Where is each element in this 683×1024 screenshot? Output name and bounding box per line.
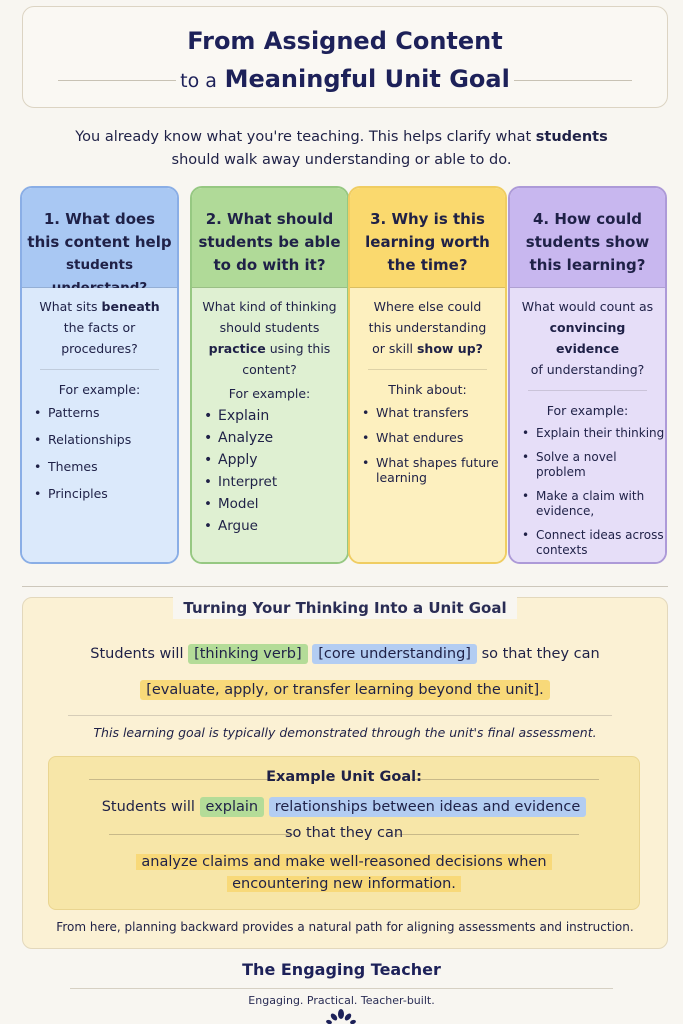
demonstration-note: This learning goal is typically demonstrated through the unit's final assessment. bbox=[93, 725, 597, 740]
column-heading bbox=[192, 188, 347, 288]
heading-line: 3. Why is this bbox=[370, 210, 485, 228]
column-understand bbox=[20, 186, 179, 564]
heading-line: this content help bbox=[27, 233, 172, 251]
example-goal-row bbox=[49, 799, 639, 815]
list-item: • Themes bbox=[34, 459, 177, 474]
goal-template-row bbox=[23, 682, 667, 698]
question-text: this understanding bbox=[368, 320, 487, 335]
brand-name: The Engaging Teacher bbox=[242, 960, 441, 979]
column-body bbox=[510, 288, 665, 562]
question-text: What sits bbox=[39, 299, 102, 314]
example-transfer bbox=[49, 851, 639, 895]
column-evidence bbox=[508, 186, 667, 564]
template-core-slot: [core understanding] bbox=[312, 644, 477, 664]
column-heading bbox=[22, 188, 177, 288]
question-text: using this bbox=[265, 341, 331, 356]
example-list bbox=[192, 409, 347, 534]
question-bold: convincing evidence bbox=[549, 320, 626, 356]
question-text: What would count as bbox=[521, 299, 654, 314]
question-text: Where else could bbox=[373, 299, 482, 314]
list-item: • Model bbox=[204, 497, 347, 512]
unit-goal-panel bbox=[22, 597, 668, 949]
example-goal-title: Example Unit Goal: bbox=[266, 769, 422, 785]
closing-note: From here, planning backward provides a natural path for aligning assessments and instruction. bbox=[56, 920, 634, 934]
column-question bbox=[350, 296, 505, 359]
column-body bbox=[192, 288, 347, 562]
example-list bbox=[22, 405, 177, 501]
column-worth bbox=[348, 186, 507, 564]
template-suffix: so that they can bbox=[481, 646, 600, 662]
list-item: • Patterns bbox=[34, 405, 177, 420]
title-box bbox=[22, 6, 668, 108]
list-item: • Apply bbox=[204, 453, 347, 468]
brand-tagline: Engaging. Practical. Teacher-built. bbox=[248, 994, 435, 1007]
example-label: For example: bbox=[228, 386, 311, 401]
intro-part1: You already know what you're teaching. This helps clarify what bbox=[75, 129, 532, 145]
list-item: • What endures bbox=[362, 430, 505, 445]
heading-line: to do with it? bbox=[213, 256, 326, 274]
heading-line: 2. What should bbox=[205, 210, 334, 228]
question-bold: show up? bbox=[416, 341, 483, 356]
example-transfer-line: encountering new information. bbox=[227, 876, 461, 892]
page-subtitle bbox=[23, 65, 667, 93]
column-heading bbox=[350, 188, 505, 288]
example-list bbox=[510, 426, 665, 558]
column-divider bbox=[40, 369, 159, 370]
template-transfer-slot: [evaluate, apply, or transfer learning beyond the unit]. bbox=[140, 680, 550, 700]
heading-line: 4. How could bbox=[532, 210, 643, 228]
list-item: • Solve a novel problem bbox=[522, 450, 665, 480]
goal-section-title: Turning Your Thinking Into a Unit Goal bbox=[173, 597, 517, 619]
column-question bbox=[510, 296, 665, 380]
example-label: For example: bbox=[58, 382, 141, 397]
goal-rule bbox=[68, 715, 612, 716]
column-do bbox=[190, 186, 349, 564]
column-body bbox=[350, 288, 505, 562]
question-text: What kind of thinking bbox=[202, 299, 337, 314]
heading-line: learning worth bbox=[365, 233, 490, 251]
goal-template-row bbox=[23, 646, 667, 662]
intro-part2: should walk away understanding or able to do. bbox=[171, 152, 512, 168]
example-goal-box bbox=[48, 756, 640, 910]
list-item: • What shapes future learning bbox=[362, 455, 505, 485]
subtitle-prefix: to a bbox=[180, 70, 217, 92]
list-item: • Explain their thinking bbox=[522, 426, 665, 441]
example-list bbox=[350, 405, 505, 485]
template-verb-slot: [thinking verb] bbox=[188, 644, 308, 664]
heading-line: students bbox=[65, 257, 134, 273]
subtitle-main: Meaningful Unit Goal bbox=[224, 65, 510, 93]
question-text: should students bbox=[219, 320, 320, 335]
list-item: • Explain bbox=[204, 409, 347, 424]
question-text: content? bbox=[242, 362, 297, 377]
footer-rule bbox=[70, 988, 613, 989]
list-item: • Relationships bbox=[34, 432, 177, 447]
example-label: For example: bbox=[546, 403, 629, 418]
list-item: • What transfers bbox=[362, 405, 505, 420]
column-heading bbox=[510, 188, 665, 288]
question-text: the facts or procedures? bbox=[61, 320, 138, 356]
example-transfer-line: analyze claims and make well-reasoned decisions when bbox=[136, 854, 551, 870]
heading-line: students be able bbox=[198, 233, 341, 251]
question-text: of understanding? bbox=[530, 362, 645, 377]
intro-text bbox=[40, 126, 643, 172]
column-question bbox=[22, 296, 177, 359]
column-divider bbox=[528, 390, 647, 391]
list-item: • Make a claim with evidence, bbox=[522, 489, 665, 519]
column-body bbox=[22, 288, 177, 562]
example-verb: explain bbox=[200, 797, 265, 817]
example-so-that: so that they can bbox=[284, 825, 404, 841]
heading-line: students show bbox=[525, 233, 650, 251]
example-prefix: Students will bbox=[101, 799, 195, 815]
example-core: relationships between ideas and evidence bbox=[269, 797, 587, 817]
flower-icon bbox=[326, 1008, 356, 1024]
column-divider bbox=[368, 369, 487, 370]
question-bold: practice bbox=[208, 341, 266, 356]
list-item: • Connect ideas across contexts bbox=[522, 528, 665, 558]
list-item: • Analyze bbox=[204, 431, 347, 446]
question-text: or skill bbox=[372, 341, 417, 356]
page-title: From Assigned Content bbox=[187, 27, 503, 55]
column-question bbox=[192, 296, 347, 380]
list-item: • Interpret bbox=[204, 475, 347, 490]
heading-line: 1. What does bbox=[43, 210, 156, 228]
template-prefix: Students will bbox=[90, 646, 184, 662]
heading-line: the time? bbox=[387, 256, 468, 274]
question-bold: beneath bbox=[101, 299, 160, 314]
example-label: Think about: bbox=[388, 382, 467, 397]
heading-line: this learning? bbox=[529, 256, 646, 274]
list-item: • Argue bbox=[204, 519, 347, 534]
list-item: • Principles bbox=[34, 486, 177, 501]
section-divider bbox=[22, 586, 668, 587]
intro-bold: students bbox=[535, 129, 608, 145]
